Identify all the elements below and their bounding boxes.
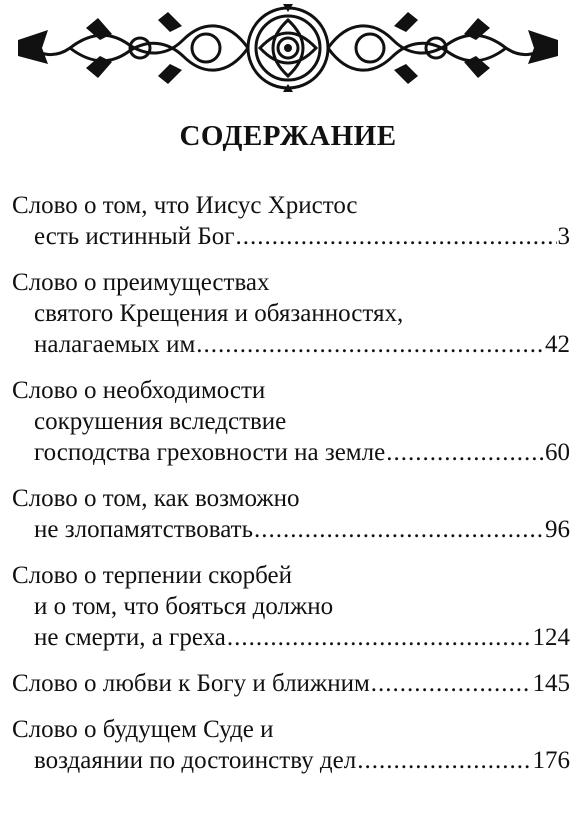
page-number: 3: [557, 223, 570, 250]
toc-entry-line: [12, 298, 570, 329]
toc-entry: [12, 668, 570, 699]
dot-leader: [386, 437, 544, 468]
toc-entry-line: [12, 514, 570, 545]
dot-leader: [235, 221, 556, 252]
page-number: 124: [532, 624, 570, 651]
toc-entry-title: Слово о любви к Богу и ближним: [12, 670, 370, 697]
page-number: 176: [532, 747, 570, 774]
page-number: 145: [532, 670, 570, 697]
toc-entry-title: святого Крещения и обязанностях,: [34, 300, 404, 327]
toc-entry-line: [12, 483, 570, 514]
toc-entry-title: Слово о терпении скорбей: [12, 562, 293, 589]
toc-entry-title: Слово о том, что Иисус Христос: [12, 192, 358, 219]
toc-entry-line: [12, 714, 570, 745]
celtic-knot-ornament-icon: [8, 0, 568, 102]
page-number: 42: [545, 331, 570, 358]
toc-entry-title: сокрушения вследствие: [34, 408, 287, 435]
toc-entry: [12, 267, 570, 360]
toc-entry-title: господства греховности на земле: [34, 439, 386, 466]
page-number: 60: [545, 439, 570, 466]
toc-entry-line: [12, 622, 570, 653]
toc-entry-title: Слово о том, как возможно: [12, 485, 300, 512]
dot-leader: [371, 668, 532, 699]
toc-entry-title: и о том, что бояться должно: [34, 593, 334, 620]
toc-entry-title: Слово о необходимости: [12, 377, 266, 404]
toc-entry: [12, 375, 570, 468]
toc-entry-line: [12, 745, 570, 776]
toc-entry-line: [12, 406, 570, 437]
toc-entry-title: налагаемых им: [34, 331, 196, 358]
page-number: 96: [545, 516, 570, 543]
toc-entry-title: не злопамятствовать: [34, 516, 254, 543]
dot-leader: [254, 514, 544, 545]
toc-entry-line: [12, 668, 570, 699]
toc-entry: [12, 560, 570, 653]
page-title: СОДЕРЖАНИЕ: [179, 120, 397, 152]
toc-entry: [12, 714, 570, 776]
toc-entry-line: [12, 221, 570, 252]
dot-leader: [227, 622, 532, 653]
table-of-contents: [12, 190, 570, 791]
toc-entry-title: не смерти, а греха: [34, 624, 226, 651]
toc-entry-line: [12, 437, 570, 468]
toc-entry-title: воздаянии по достоинству дел: [34, 747, 357, 774]
toc-entry-line: [12, 560, 570, 591]
toc-entry-title: Слово о преимуществах: [12, 269, 270, 296]
toc-entry-line: [12, 267, 570, 298]
toc-entry: [12, 483, 570, 545]
toc-entry-title: есть истинный Бог: [34, 223, 235, 250]
toc-entry-line: [12, 375, 570, 406]
dot-leader: [357, 745, 531, 776]
toc-entry-title: Слово о будущем Суде и: [12, 716, 274, 743]
toc-entry: [12, 190, 570, 252]
toc-entry-line: [12, 329, 570, 360]
toc-entry-line: [12, 591, 570, 622]
dot-leader: [196, 329, 544, 360]
toc-entry-line: [12, 190, 570, 221]
